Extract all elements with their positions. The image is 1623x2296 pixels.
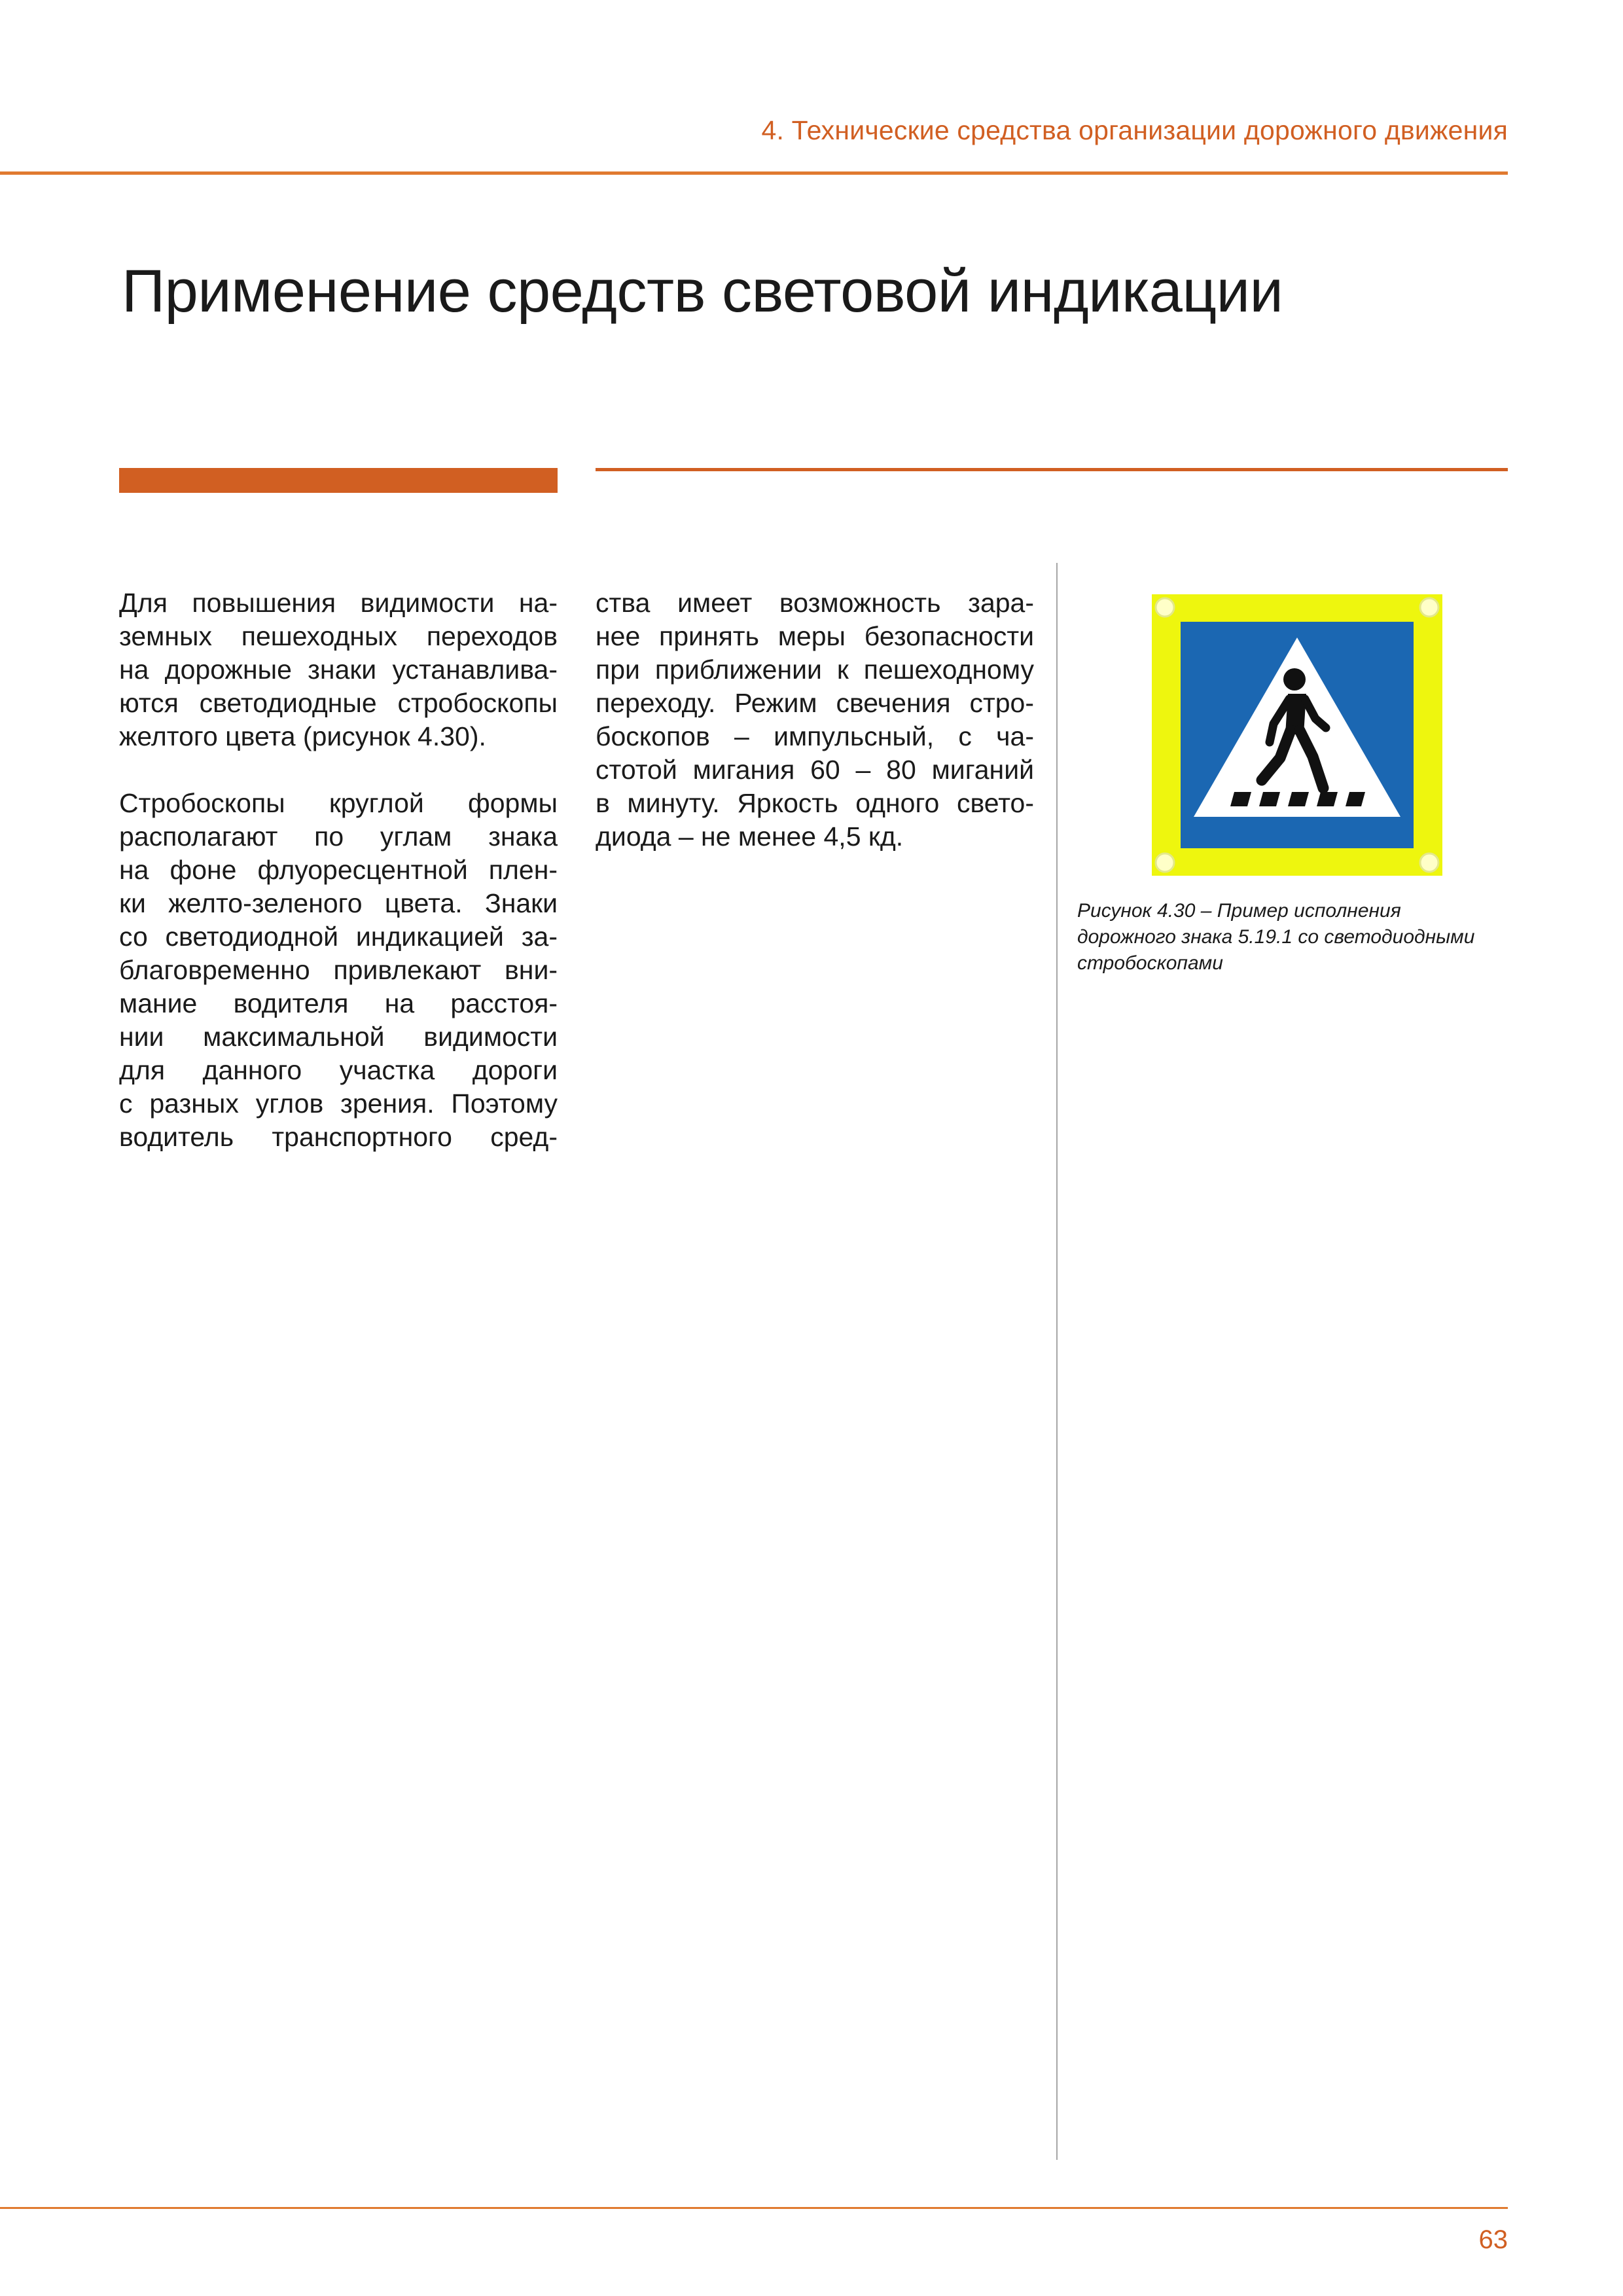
- text-line: располагают по углам знака: [119, 821, 558, 852]
- text-line: в минуту. Яркость одного свето-: [596, 788, 1034, 818]
- header-rule: [0, 171, 1508, 175]
- caption-line: стробоскопами: [1077, 952, 1223, 974]
- text-line: Стробоскопы круглой формы: [119, 788, 558, 818]
- caption-line: дорожного знака 5.19.1 со светодиодными: [1077, 926, 1475, 948]
- text-line: с разных углов зрения. Поэтому: [119, 1088, 558, 1119]
- text-line: ются светодиодные стробоскопы: [119, 688, 558, 718]
- text-line: желтого цвета (рисунок 4.30).: [119, 721, 486, 751]
- text-line: нее принять меры безопасности: [596, 621, 1034, 651]
- section-rule: [596, 468, 1508, 471]
- text-line: на дорожные знаки устанавлива-: [119, 655, 558, 685]
- text-line: на фоне флуоресцентной плен-: [119, 855, 558, 885]
- text-column-1: [119, 586, 558, 1187]
- text-line: ки желто-зеленого цвета. Знаки: [119, 888, 558, 918]
- text-line: боскопов – импульсный, с ча-: [596, 721, 1034, 751]
- text-line: мание водителя на расстоя-: [119, 988, 558, 1018]
- text-line: со светодиодной индикацией за-: [119, 922, 558, 952]
- paragraph: [119, 787, 558, 1154]
- text-line: диода – не менее 4,5 кд.: [596, 821, 904, 852]
- text-line: при приближении к пешеходному: [596, 655, 1034, 685]
- figure-caption: [1077, 898, 1509, 977]
- column-divider: [1056, 563, 1058, 2160]
- page-title: Применение средств световой индикации: [122, 258, 1283, 325]
- running-header: 4. Технические средства организации дорожного движения: [761, 115, 1508, 145]
- text-line: нии максимальной видимости: [119, 1022, 558, 1052]
- text-column-2: [596, 586, 1034, 887]
- text-line: ства имеет возможность зара-: [596, 588, 1034, 618]
- figure-4-30: [1152, 594, 1442, 876]
- pedestrian-crossing-sign-icon: [1152, 594, 1442, 876]
- caption-line: Рисунок 4.30 – Пример исполнения: [1077, 900, 1401, 922]
- text-line: водитель транспортного сред-: [119, 1122, 558, 1152]
- page-number: 63: [1478, 2225, 1508, 2254]
- paragraph: [119, 586, 558, 753]
- footer-rule: [0, 2207, 1508, 2209]
- text-line: стотой мигания 60 – 80 миганий: [596, 755, 1034, 785]
- text-line: переходу. Режим свечения стро-: [596, 688, 1034, 718]
- text-line: для данного участка дороги: [119, 1055, 558, 1085]
- paragraph: [596, 586, 1034, 853]
- section-accent-bar: [119, 468, 558, 493]
- text-line: Для повышения видимости на-: [119, 588, 558, 618]
- text-line: благовременно привлекают вни-: [119, 955, 558, 985]
- text-line: земных пешеходных переходов: [119, 621, 558, 651]
